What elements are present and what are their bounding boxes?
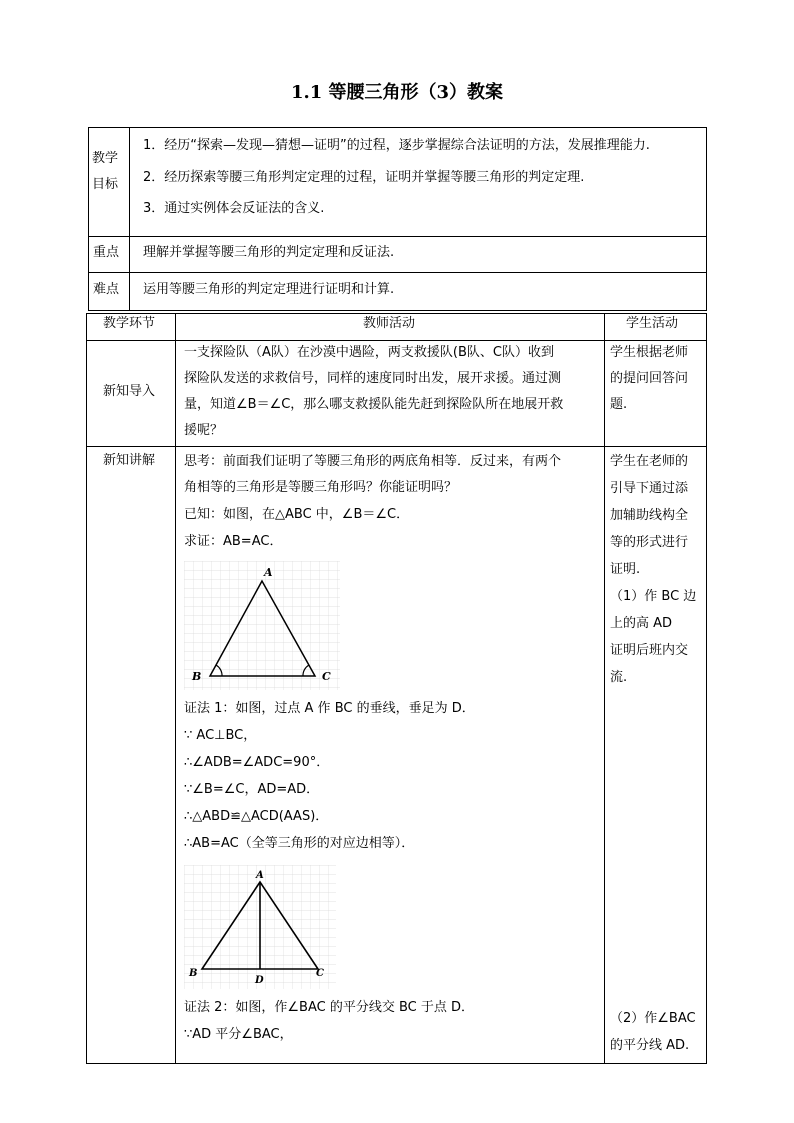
lecture-student-line: 引导下通过添 <box>610 481 689 496</box>
lecture-student-line: 证明. <box>610 562 641 577</box>
lecture-line: 思考：前面我们证明了等腰三角形的两底角相等．反过来，有两个 <box>184 454 562 469</box>
lecture-student-line: （2）作∠BAC <box>610 1011 696 1026</box>
lecture-student-line: 的平分线 AD. <box>610 1038 690 1053</box>
header-stage: 教学环节 <box>103 316 156 331</box>
objectives-label: 教学目标 <box>92 151 119 192</box>
lecture-student-line: 流. <box>610 670 628 685</box>
triangle-figure-1 <box>184 561 340 690</box>
difficulty-label: 难点 <box>93 282 120 297</box>
objective-3: 3．通过实例体会反证法的含义. <box>143 201 325 216</box>
figure1-label-b: B <box>192 670 202 683</box>
figure2-label-a: A <box>256 870 264 881</box>
intro-teacher-line: 量，知道∠B＝∠C，那么哪支救援队能先赶到探险队所在地展开救 <box>184 397 564 412</box>
lecture-student-line: （1）作 BC 边 <box>610 589 697 604</box>
lecture-line: 角相等的三角形是等腰三角形吗？你能证明吗？ <box>184 480 458 495</box>
intro-student-line: 的提问回答问 <box>610 371 689 386</box>
header-teacher: 教师活动 <box>363 316 416 331</box>
intro-teacher-line: 一支探险队（A队）在沙漠中遇险，两支救援队(B队、C队）收到 <box>184 345 554 360</box>
proof1-line: 证法 1：如图，过点 A 作 BC 的垂线，垂足为 D． <box>184 701 475 716</box>
lecture-student-line: 学生在老师的 <box>610 454 689 469</box>
lecture-student-line: 加辅助线构全 <box>610 508 689 523</box>
difficulty-text: 运用等腰三角形的判定定理进行证明和计算. <box>143 282 395 297</box>
figure1-label-a: A <box>264 566 273 579</box>
key-text: 理解并掌握等腰三角形的判定定理和反证法. <box>143 245 395 260</box>
objective-1: 1．经历“探索—发现—猜想—证明”的过程，逐步掌握综合法证明的方法，发展推理能力. <box>143 138 650 153</box>
proof1-line: ∵ AC⊥BC， <box>184 728 257 743</box>
stage-intro: 新知导入 <box>103 384 156 399</box>
lecture-student-line: 等的形式进行 <box>610 535 689 550</box>
lecture-student-line: 上的高 AD <box>610 616 673 631</box>
stage-lecture: 新知讲解 <box>103 453 156 468</box>
header-student: 学生活动 <box>626 316 679 331</box>
lecture-student-line: 证明后班内交 <box>610 643 689 658</box>
intro-student-line: 学生根据老师 <box>610 345 689 360</box>
proof1-line: ∴AB=AC（全等三角形的对应边相等）． <box>184 836 415 851</box>
page-title: 1.1 等腰三角形（3）教案 <box>290 82 504 103</box>
proof2-line: ∵AD 平分∠BAC， <box>184 1027 293 1042</box>
proof1-line: ∵∠B=∠C，AD=AD． <box>184 782 320 797</box>
proof1-line: ∴∠ADB=∠ADC=90°． <box>184 755 330 770</box>
figure2-label-d: D <box>255 975 264 986</box>
proof1-line: ∴△ABD≌△ACD(AAS)． <box>184 809 329 824</box>
figure2-label-b: B <box>189 968 198 979</box>
figure1-label-c: C <box>322 670 331 683</box>
lecture-line: 求证：AB=AC． <box>184 534 283 549</box>
key-label: 重点 <box>93 245 120 260</box>
lecture-line: 已知：如图，在△ABC 中，∠B＝∠C． <box>184 507 410 522</box>
intro-teacher-line: 探险队发送的求救信号，同样的速度同时出发，展开求援。通过测 <box>184 371 562 386</box>
figure2-label-c: C <box>316 968 324 979</box>
intro-teacher-line: 援呢？ <box>184 423 224 438</box>
intro-student-line: 题. <box>610 397 628 412</box>
objective-2: 2．经历探索等腰三角形判定定理的过程，证明并掌握等腰三角形的判定定理. <box>143 170 585 185</box>
triangle-figure-2 <box>184 865 336 989</box>
proof2-line: 证法 2：如图，作∠BAC 的平分线交 BC 于点 D． <box>184 1000 475 1015</box>
